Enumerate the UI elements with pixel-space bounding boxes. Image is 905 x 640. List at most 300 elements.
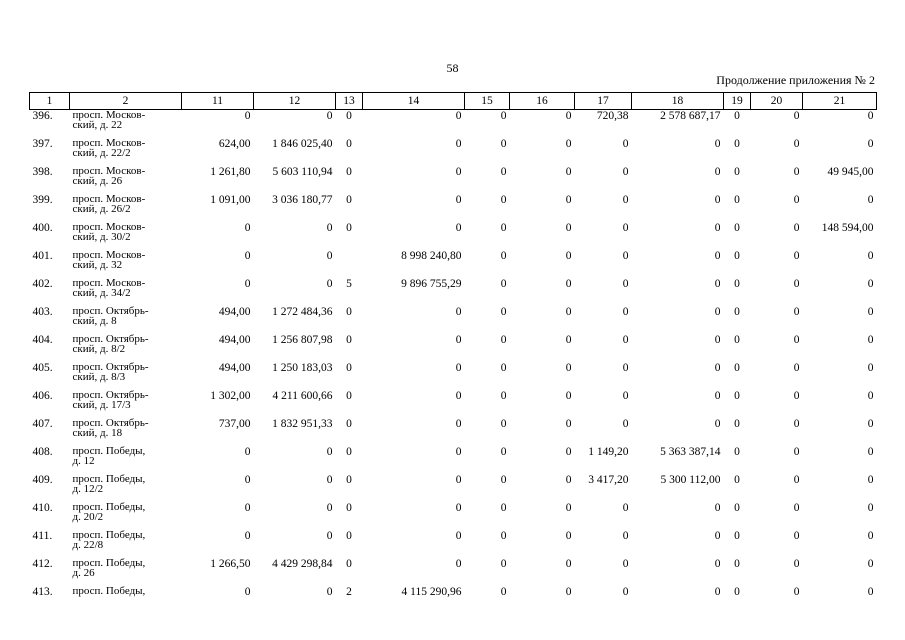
value-cell-13: 0: [346, 474, 352, 486]
address-line: д. 12/2: [72, 483, 104, 495]
value-cell-12: 0: [326, 586, 333, 598]
value-cell-16: 0: [565, 530, 572, 542]
value-cell-21: 0: [867, 558, 874, 570]
table-row: [30, 502, 877, 530]
value-cell-19: 0: [734, 166, 740, 178]
value-cell-20: 0: [793, 222, 800, 234]
address-line: ский, д. 32: [72, 259, 123, 271]
value-cell-16: 0: [565, 362, 572, 374]
value-cell-20: 0: [793, 418, 800, 430]
value-cell-11: 0: [244, 110, 251, 122]
value-cell-15: 0: [500, 138, 507, 150]
value-cell-12: 0: [326, 222, 333, 234]
address-line: просп. Москов-: [72, 193, 146, 205]
value-cell-16: 0: [565, 446, 572, 458]
table-body: [30, 110, 877, 615]
address-line: ский, д. 34/2: [72, 287, 131, 299]
value-cell-11: 624,00: [218, 138, 251, 150]
value-cell-15: 0: [500, 418, 507, 430]
value-cell-13: 0: [346, 362, 352, 374]
column-header: 21: [803, 93, 877, 110]
row-number: 399.: [32, 194, 53, 206]
value-cell-13: 0: [346, 418, 352, 430]
value-cell-13: [336, 250, 363, 278]
address-line: просп. Москов-: [72, 249, 146, 261]
value-cell-20: 0: [793, 558, 800, 570]
address-line: просп. Победы,: [72, 501, 146, 513]
value-cell-18: 0: [714, 390, 721, 402]
value-cell-11: 737,00: [218, 418, 251, 430]
value-cell-14: 0: [455, 166, 462, 178]
value-cell-14: 0: [455, 194, 462, 206]
value-cell-11: 0: [244, 502, 251, 514]
value-cell-19: 0: [734, 334, 740, 346]
value-cell-17: 0: [622, 278, 629, 290]
table-row: [30, 362, 877, 390]
column-header: 20: [751, 93, 803, 110]
address-line: д. 22/8: [72, 539, 104, 551]
value-cell-11: 1 302,00: [210, 390, 251, 402]
value-cell-20: 0: [793, 446, 800, 458]
address-line: ский, д. 22/2: [72, 147, 131, 159]
value-cell-16: 0: [565, 194, 572, 206]
value-cell-15: 0: [500, 334, 507, 346]
value-cell-12: 1 272 484,36: [272, 306, 333, 318]
address-line: просп. Москов-: [72, 137, 146, 149]
header-row: [30, 93, 877, 110]
value-cell-14: 4 115 290,96: [401, 586, 462, 598]
value-cell-16: 0: [565, 334, 572, 346]
row-number: 397.: [32, 138, 53, 150]
column-header: 16: [510, 93, 575, 110]
value-cell-12: 4 211 600,66: [272, 390, 333, 402]
address-line: просп. Москов-: [72, 165, 146, 177]
table-row: [30, 194, 877, 222]
value-cell-19: 0: [734, 194, 740, 206]
address-cell: [70, 530, 182, 558]
value-cell-14: 0: [455, 418, 462, 430]
value-cell-17: 0: [622, 306, 629, 318]
address-cell: [70, 502, 182, 530]
value-cell-15: 0: [500, 250, 507, 262]
address-cell: [70, 194, 182, 222]
column-header: 18: [632, 93, 724, 110]
value-cell-12: 1 832 951,33: [272, 418, 333, 430]
value-cell-21: 49 945,00: [827, 166, 874, 178]
value-cell-11: 1 266,50: [210, 558, 251, 570]
value-cell-15: 0: [500, 306, 507, 318]
address-line: просп. Октябрь-: [72, 333, 149, 345]
value-cell-17: 3 417,20: [588, 474, 629, 486]
value-cell-13: 0: [346, 558, 352, 570]
address-line: ский, д. 8/3: [72, 371, 126, 383]
value-cell-16: 0: [565, 502, 572, 514]
address-cell: [70, 334, 182, 362]
value-cell-18: 0: [714, 194, 721, 206]
value-cell-18: 0: [714, 306, 721, 318]
address-cell: [70, 474, 182, 502]
value-cell-15: 0: [500, 530, 507, 542]
row-number: 408.: [32, 446, 53, 458]
value-cell-11: 0: [244, 446, 251, 458]
value-cell-21: 0: [867, 586, 874, 598]
value-cell-17: 0: [622, 166, 629, 178]
value-cell-19: 0: [734, 446, 740, 458]
value-cell-11: 0: [244, 586, 251, 598]
value-cell-16: 0: [565, 222, 572, 234]
value-cell-14: 0: [455, 362, 462, 374]
value-cell-11: 0: [244, 530, 251, 542]
row-number: 407.: [32, 418, 53, 430]
value-cell-21: 0: [867, 138, 874, 150]
table-row: [30, 334, 877, 362]
value-cell-21: 0: [867, 194, 874, 206]
value-cell-15: 0: [500, 446, 507, 458]
value-cell-14: 0: [455, 110, 462, 122]
table-row: [30, 558, 877, 586]
row-number: 396.: [32, 110, 53, 122]
value-cell-13: 5: [346, 278, 352, 290]
address-cell: [70, 306, 182, 334]
value-cell-14: 8 998 240,80: [401, 250, 462, 262]
value-cell-19: 0: [734, 110, 740, 122]
address-line: ский, д. 26: [72, 175, 123, 187]
column-header: 19: [724, 93, 751, 110]
row-number: 403.: [32, 306, 53, 318]
value-cell-16: 0: [565, 474, 572, 486]
value-cell-21: 0: [867, 110, 874, 122]
value-cell-13: 0: [346, 222, 352, 234]
value-cell-14: 0: [455, 138, 462, 150]
value-cell-19: 0: [734, 586, 740, 598]
value-cell-12: 4 429 298,84: [272, 558, 333, 570]
table-row: [30, 474, 877, 502]
table-row: [30, 110, 877, 139]
address-line: просп. Победы,: [72, 529, 146, 541]
value-cell-18: 0: [714, 418, 721, 430]
value-cell-15: 0: [500, 222, 507, 234]
value-cell-18: 0: [714, 586, 721, 598]
address-cell: [70, 166, 182, 194]
value-cell-17: 0: [622, 502, 629, 514]
value-cell-12: 0: [326, 278, 333, 290]
value-cell-18: 0: [714, 558, 721, 570]
column-header: 13: [336, 93, 363, 110]
value-cell-14: 0: [455, 558, 462, 570]
value-cell-18: 0: [714, 222, 721, 234]
address-line: ский, д. 22: [72, 119, 123, 131]
value-cell-13: 0: [346, 530, 352, 542]
row-number: 404.: [32, 334, 53, 346]
address-cell: [70, 362, 182, 390]
value-cell-11: 0: [244, 474, 251, 486]
table-row: [30, 166, 877, 194]
value-cell-20: 0: [793, 194, 800, 206]
address-cell: [70, 558, 182, 586]
value-cell-17: 0: [622, 362, 629, 374]
column-header: 17: [575, 93, 632, 110]
value-cell-13: 0: [346, 306, 352, 318]
value-cell-21: 0: [867, 306, 874, 318]
address-line: ский, д. 8: [72, 315, 117, 327]
value-cell-13: 0: [346, 194, 352, 206]
column-header: 11: [182, 93, 254, 110]
value-cell-19: 0: [734, 222, 740, 234]
value-cell-18: 0: [714, 138, 721, 150]
address-line: д. 20/2: [72, 511, 104, 523]
value-cell-14: 0: [455, 474, 462, 486]
value-cell-17: 0: [622, 250, 629, 262]
value-cell-20: 0: [793, 166, 800, 178]
value-cell-11: 1 091,00: [210, 194, 251, 206]
value-cell-17: 0: [622, 558, 629, 570]
value-cell-12: 0: [326, 502, 333, 514]
value-cell-20: 0: [793, 586, 800, 598]
value-cell-17: 0: [622, 418, 629, 430]
value-cell-21: 0: [867, 250, 874, 262]
address-line: просп. Победы,: [72, 585, 146, 597]
value-cell-14: 0: [455, 446, 462, 458]
value-cell-17: 0: [622, 138, 629, 150]
value-cell-16: 0: [565, 250, 572, 262]
row-number: 401.: [32, 250, 53, 262]
address-line: просп. Победы,: [72, 445, 146, 457]
value-cell-16: 0: [565, 418, 572, 430]
column-header: 1: [30, 93, 70, 110]
value-cell-20: 0: [793, 278, 800, 290]
value-cell-17: 720,38: [596, 110, 629, 122]
value-cell-14: 0: [455, 306, 462, 318]
column-header: 14: [363, 93, 465, 110]
value-cell-19: 0: [734, 362, 740, 374]
value-cell-20: 0: [793, 110, 800, 122]
address-line: ский, д. 18: [72, 427, 123, 439]
row-number: 411.: [32, 530, 53, 542]
value-cell-14: 0: [455, 222, 462, 234]
value-cell-11: 1 261,80: [210, 166, 251, 178]
value-cell-18: 5 300 112,00: [660, 474, 721, 486]
address-line: ский, д. 17/3: [72, 399, 131, 411]
value-cell-16: 0: [565, 138, 572, 150]
value-cell-14: 0: [455, 530, 462, 542]
value-cell-13: 0: [346, 334, 352, 346]
value-cell-20: 0: [793, 362, 800, 374]
value-cell-11: 494,00: [218, 334, 251, 346]
value-cell-20: 0: [793, 474, 800, 486]
row-number: 410.: [32, 502, 53, 514]
value-cell-15: 0: [500, 390, 507, 402]
value-cell-19: 0: [734, 530, 740, 542]
column-header: 2: [70, 93, 182, 110]
table-row: [30, 278, 877, 306]
value-cell-13: 0: [346, 502, 352, 514]
value-cell-16: 0: [565, 306, 572, 318]
value-cell-18: 0: [714, 166, 721, 178]
value-cell-18: 0: [714, 334, 721, 346]
value-cell-21: 148 594,00: [821, 222, 874, 234]
address-line: д. 12: [72, 455, 95, 467]
value-cell-18: 0: [714, 362, 721, 374]
address-line: просп. Октябрь-: [72, 417, 149, 429]
value-cell-12: 0: [326, 250, 333, 262]
value-cell-18: 0: [714, 250, 721, 262]
data-table: [29, 92, 877, 614]
page-number: 58: [446, 61, 459, 75]
value-cell-15: 0: [500, 194, 507, 206]
table-row: [30, 418, 877, 446]
value-cell-16: 0: [565, 166, 572, 178]
value-cell-16: 0: [565, 558, 572, 570]
value-cell-12: 0: [326, 446, 333, 458]
value-cell-16: 0: [565, 278, 572, 290]
value-cell-20: 0: [793, 334, 800, 346]
value-cell-13: 0: [346, 166, 352, 178]
address-cell: [70, 390, 182, 418]
value-cell-12: 1 846 025,40: [272, 138, 333, 150]
value-cell-11: 0: [244, 222, 251, 234]
value-cell-18: 2 578 687,17: [660, 110, 721, 122]
value-cell-18: 0: [714, 278, 721, 290]
value-cell-15: 0: [500, 502, 507, 514]
address-cell: [70, 110, 182, 139]
table-row: [30, 138, 877, 166]
row-number: 398.: [32, 166, 53, 178]
address-line: просп. Москов-: [72, 277, 146, 289]
value-cell-14: 0: [455, 334, 462, 346]
value-cell-12: 3 036 180,77: [272, 194, 333, 206]
address-line: ский, д. 8/2: [72, 343, 126, 355]
value-cell-15: 0: [500, 586, 507, 598]
row-number: 402.: [32, 278, 53, 290]
value-cell-16: 0: [565, 586, 572, 598]
table-row: [30, 446, 877, 474]
table-row: [30, 530, 877, 558]
value-cell-19: 0: [734, 278, 740, 290]
value-cell-17: 0: [622, 586, 629, 598]
address-line: ский, д. 26/2: [72, 203, 131, 215]
value-cell-17: 0: [622, 222, 629, 234]
row-number: 413.: [32, 586, 53, 598]
address-cell: [70, 586, 182, 614]
value-cell-20: 0: [793, 250, 800, 262]
value-cell-15: 0: [500, 278, 507, 290]
value-cell-21: 0: [867, 446, 874, 458]
value-cell-21: 0: [867, 278, 874, 290]
row-number: 409.: [32, 474, 53, 486]
value-cell-17: 1 149,20: [588, 446, 629, 458]
address-cell: [70, 418, 182, 446]
appendix-caption: Продолжение приложения № 2: [716, 73, 875, 87]
value-cell-14: 0: [455, 502, 462, 514]
value-cell-12: 0: [326, 474, 333, 486]
value-cell-13: 0: [346, 390, 352, 402]
value-cell-19: 0: [734, 418, 740, 430]
table-row: [30, 250, 877, 278]
address-line: просп. Москов-: [72, 109, 146, 121]
value-cell-19: 0: [734, 558, 740, 570]
value-cell-15: 0: [500, 474, 507, 486]
value-cell-12: 1 250 183,03: [272, 362, 333, 374]
row-number: 405.: [32, 362, 53, 374]
value-cell-20: 0: [793, 390, 800, 402]
column-header: 12: [254, 93, 336, 110]
value-cell-19: 0: [734, 306, 740, 318]
value-cell-20: 0: [793, 138, 800, 150]
column-header: 15: [465, 93, 510, 110]
table-row: [30, 306, 877, 334]
value-cell-13: 0: [346, 110, 352, 122]
value-cell-21: 0: [867, 390, 874, 402]
value-cell-13: 0: [346, 138, 352, 150]
address-line: ский, д. 30/2: [72, 231, 131, 243]
address-line: просп. Октябрь-: [72, 361, 149, 373]
value-cell-13: 2: [346, 586, 352, 598]
address-cell: [70, 250, 182, 278]
value-cell-12: 0: [326, 530, 333, 542]
address-line: просп. Октябрь-: [72, 305, 149, 317]
value-cell-15: 0: [500, 110, 507, 122]
value-cell-19: 0: [734, 390, 740, 402]
value-cell-11: 494,00: [218, 362, 251, 374]
value-cell-21: 0: [867, 362, 874, 374]
value-cell-15: 0: [500, 166, 507, 178]
address-line: просп. Победы,: [72, 473, 146, 485]
value-cell-12: 5 603 110,94: [272, 166, 333, 178]
value-cell-20: 0: [793, 530, 800, 542]
address-cell: [70, 278, 182, 306]
value-cell-11: 0: [244, 278, 251, 290]
value-cell-12: 0: [326, 110, 333, 122]
value-cell-21: 0: [867, 530, 874, 542]
table-row: [30, 390, 877, 418]
value-cell-15: 0: [500, 558, 507, 570]
address-line: просп. Октябрь-: [72, 389, 149, 401]
value-cell-16: 0: [565, 390, 572, 402]
value-cell-11: 494,00: [218, 306, 251, 318]
address-cell: [70, 222, 182, 250]
row-number: 400.: [32, 222, 53, 234]
value-cell-18: 0: [714, 530, 721, 542]
value-cell-17: 0: [622, 530, 629, 542]
value-cell-17: 0: [622, 194, 629, 206]
value-cell-13: 0: [346, 446, 352, 458]
value-cell-18: 5 363 387,14: [660, 446, 721, 458]
value-cell-20: 0: [793, 306, 800, 318]
value-cell-21: 0: [867, 474, 874, 486]
value-cell-21: 0: [867, 502, 874, 514]
table-row: [30, 222, 877, 250]
value-cell-19: 0: [734, 502, 740, 514]
value-cell-18: 0: [714, 502, 721, 514]
value-cell-11: 0: [244, 250, 251, 262]
value-cell-14: 0: [455, 390, 462, 402]
address-line: просп. Москов-: [72, 221, 146, 233]
value-cell-12: 1 256 807,98: [272, 334, 333, 346]
address-line: д. 26: [72, 567, 95, 579]
row-number: 406.: [32, 390, 53, 402]
value-cell-19: 0: [734, 250, 740, 262]
value-cell-20: 0: [793, 502, 800, 514]
value-cell-14: 9 896 755,29: [401, 278, 462, 290]
value-cell-19: 0: [734, 474, 740, 486]
value-cell-17: 0: [622, 390, 629, 402]
value-cell-21: 0: [867, 418, 874, 430]
table-row: [30, 586, 877, 614]
value-cell-15: 0: [500, 362, 507, 374]
value-cell-16: 0: [565, 110, 572, 122]
value-cell-21: 0: [867, 334, 874, 346]
address-line: просп. Победы,: [72, 557, 146, 569]
